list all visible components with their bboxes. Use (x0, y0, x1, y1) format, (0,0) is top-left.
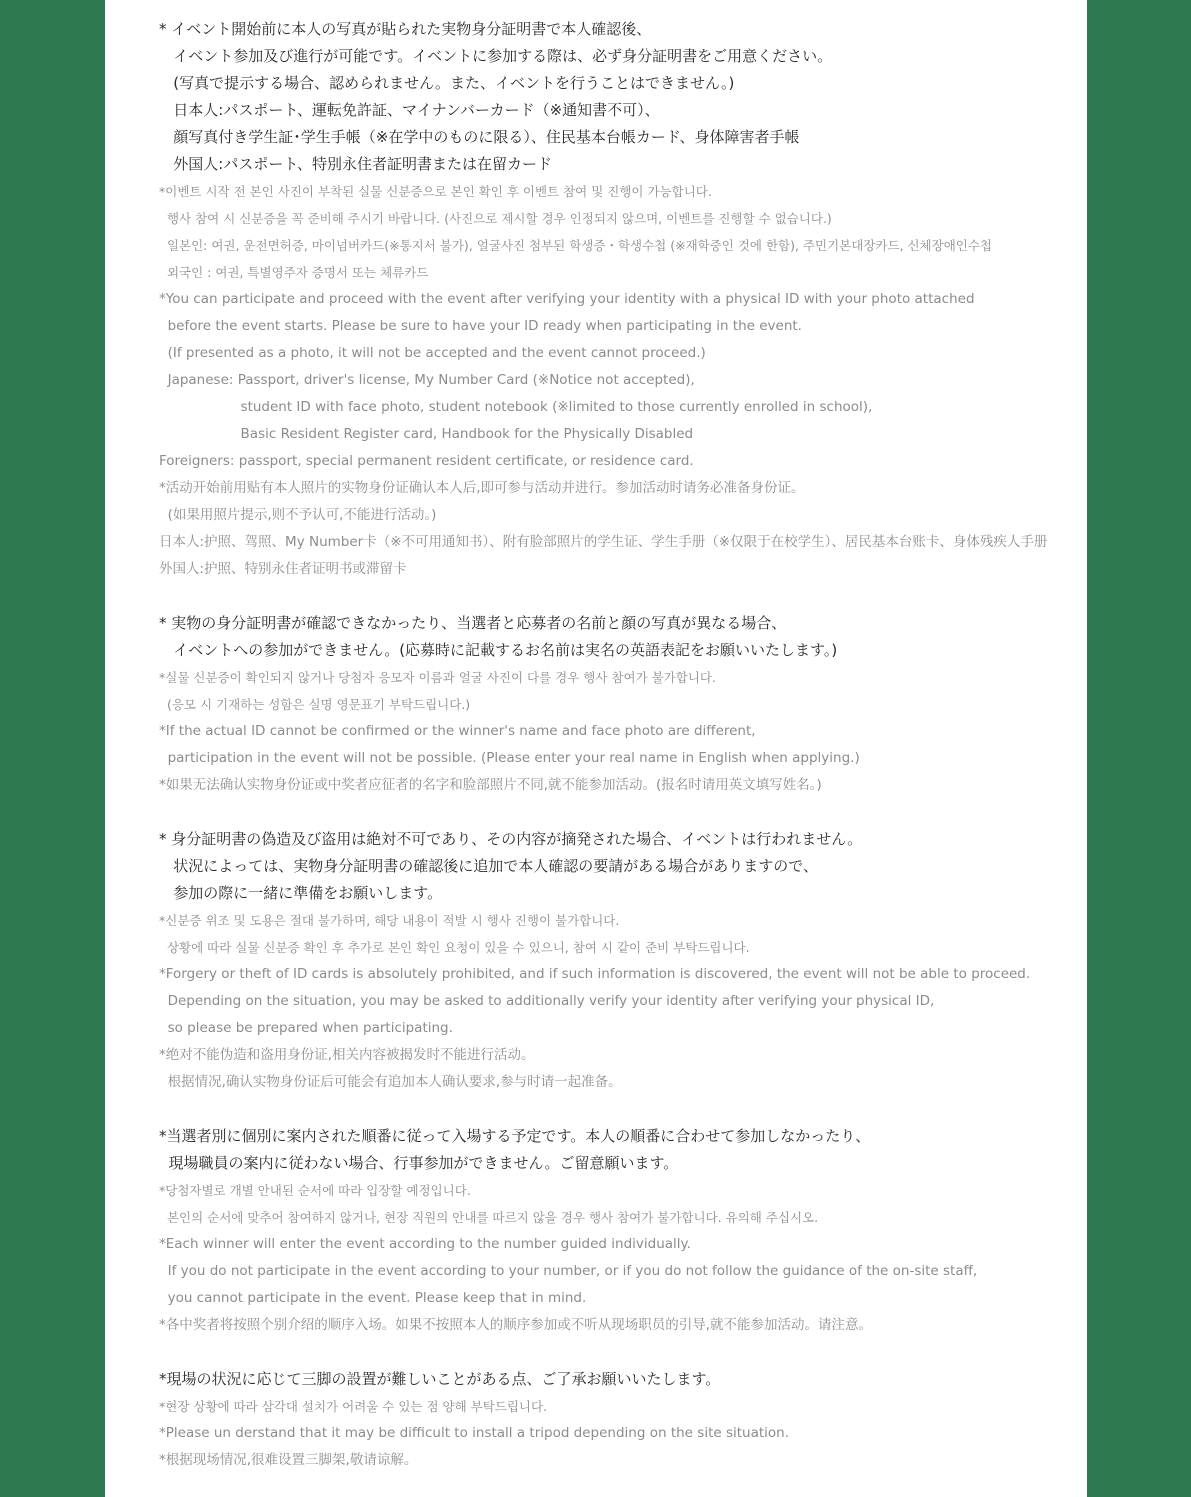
english-line: *If the actual ID cannot be confirmed or the winner's name and face photo are different, (159, 723, 756, 739)
english-line: *You can participate and proceed with the event after verifying your identity with a physical ID with your photo attached (159, 291, 975, 307)
section-spacer (159, 1339, 1079, 1366)
chinese-line: 外国人:护照、特别永住者证明书或滞留卡 (159, 561, 407, 577)
section-spacer (159, 583, 1079, 610)
korean-line: *신분증 위조 및 도용은 절대 불가하며, 해당 내용이 적발 시 행사 진행이 불가합니다. (159, 913, 620, 928)
japanese-line: 状況によっては、実物身分証明書の確認後に追加で本人確認の要請がある場合がありますので、 (159, 857, 819, 875)
chinese-line: 根据情况,确认实物身份证后可能会有追加本人确认要求,参与时请一起准备。 (159, 1074, 622, 1090)
japanese-line: 現場職員の案内に従わない場合、行事参加ができません。ご留意願います。 (159, 1154, 679, 1172)
english-line: Depending on the situation, you may be asked to additionally verify your identity after verifying your physical ID, (159, 993, 935, 1009)
japanese-line: 日本人:パスポート、運転免許証、マイナンバーカード（※通知書不可）、 (159, 101, 660, 119)
japanese-line: 顔写真付き学生証･学生手帳（※在学中のものに限る）、住民基本台帳カード、身体障害者手帳 (159, 128, 800, 146)
section-spacer (159, 799, 1079, 826)
english-line: *Forgery or theft of ID cards is absolutely prohibited, and if such information is discovered, the event will not be able to proceed. (159, 966, 1031, 982)
chinese-line: *各中奖者将按照个别介绍的顺序入场。如果不按照本人的顺序参加或不听从现场职员的引导,就不能参加活动。请注意。 (159, 1317, 873, 1333)
japanese-line: イベントへの参加ができません。(応募時に記載するお名前は実名の英語表記をお願いいたします。) (159, 641, 838, 659)
english-line: *Each winner will enter the event according to the number guided individually. (159, 1236, 691, 1252)
korean-line: 행사 참여 시 신분증을 꼭 준비해 주시기 바랍니다. (사진으로 제시할 경우 인정되지 않으며, 이벤트를 진행할 수 없습니다.) (159, 211, 832, 226)
section-spacer (159, 1096, 1079, 1123)
japanese-line: * 身分証明書の偽造及び盗用は絶対不可であり、その内容が摘発された場合、イベントは行われません。 (159, 830, 863, 848)
chinese-line: *根据现场情况,很难设置三脚架,敬请谅解。 (159, 1452, 418, 1468)
korean-line: *당첨자별로 개별 안내된 순서에 따라 입장할 예정입니다. (159, 1183, 471, 1198)
japanese-line: イベント参加及び進行が可能です。イベントに参加する際は、必ず身分証明書をご用意ください。 (159, 47, 833, 65)
japanese-line: 参加の際に一緒に準備をお願いします。 (159, 884, 443, 902)
english-line: student ID with face photo, student notebook (※limited to those currently enrolled in school), (159, 399, 873, 415)
chinese-line: (如果用照片提示,则不予认可,不能进行活动。) (159, 507, 437, 523)
notice-content (159, 16, 1079, 1474)
chinese-line: *活动开始前用贴有本人照片的实物身份证确认本人后,即可参与活动并进行。参加活动时请务必准备身份证。 (159, 480, 805, 496)
korean-line: 일본인: 여권, 운전면허증, 마이넘버카드(※통지서 불가), 얼굴사진 첨부된 학생증・학생수첩 (※재학중인 것에 한함), 주민기본대장카드, 신체장애인수첩 (159, 238, 993, 253)
korean-line: *이벤트 시작 전 본인 사진이 부착된 실물 신분증으로 본인 확인 후 이벤트 참여 및 진행이 가능합니다. (159, 184, 712, 199)
chinese-line: *绝对不能伪造和盗用身份证,相关内容被揭发时不能进行活动。 (159, 1047, 535, 1063)
japanese-line: * イベント開始前に本人の写真が貼られた実物身分証明書で本人確認後、 (159, 20, 652, 38)
japanese-line: (写真で提示する場合、認められません。また、イベントを行うことはできません。) (159, 74, 735, 92)
notice-section (159, 1366, 1079, 1474)
korean-line: *실물 신분증이 확인되지 않거나 당첨자 응모자 이름과 얼굴 사진이 다를 경우 행사 참여가 불가합니다. (159, 670, 716, 685)
chinese-line: *如果无法确认实物身份证或中奖者应征者的名字和脸部照片不同,就不能参加活动。(报名时请用英文填写姓名。) (159, 777, 822, 793)
english-line: Basic Resident Register card, Handbook for the Physically Disabled (159, 426, 694, 442)
english-line: so please be prepared when participating. (159, 1020, 453, 1036)
korean-line: 상황에 따라 실물 신분증 확인 후 추가로 본인 확인 요청이 있을 수 있으니, 참여 시 같이 준비 부탁드립니다. (159, 940, 750, 955)
english-line: *Please un derstand that it may be difficult to install a tripod depending on the site situation. (159, 1425, 790, 1441)
notice-section (159, 610, 1079, 799)
japanese-line: 外国人:パスポート、特別永住者証明書または在留カード (159, 155, 553, 173)
korean-line: (응모 시 기재하는 성함은 실명 영문표기 부탁드립니다.) (159, 697, 471, 712)
korean-line: 본인의 순서에 맞추어 참여하지 않거나, 현장 직원의 안내를 따르지 않을 경우 행사 참여가 불가합니다. 유의해 주십시오. (159, 1210, 819, 1225)
japanese-line: * 実物の身分証明書が確認できなかったり、当選者と応募者の名前と顔の写真が異なる場合、 (159, 614, 787, 632)
english-line: before the event starts. Please be sure to have your ID ready when participating in the event. (159, 318, 802, 334)
notice-page (105, 0, 1087, 1497)
korean-line: *현장 상황에 따라 삼각대 설치가 어려울 수 있는 점 양해 부탁드립니다. (159, 1399, 548, 1414)
notice-section (159, 16, 1079, 583)
english-line: participation in the event will not be possible. (Please enter your real name in English when applying.) (159, 750, 860, 766)
notice-section (159, 1123, 1079, 1339)
english-line: Foreigners: passport, special permanent resident certificate, or residence card. (159, 453, 694, 469)
japanese-line: *当選者別に個別に案内された順番に従って入場する予定です。本人の順番に合わせて参加しなかったり、 (159, 1127, 871, 1145)
notice-section (159, 826, 1079, 1096)
english-line: you cannot participate in the event. Please keep that in mind. (159, 1290, 587, 1306)
chinese-line: 日本人:护照、驾照、My Number卡（※不可用通知书）、附有脸部照片的学生证、学生手册（※仅限于在校学生）、居民基本台账卡、身体残疾人手册 (159, 534, 1048, 550)
english-line: Japanese: Passport, driver's license, My Number Card (※Notice not accepted), (159, 372, 695, 388)
english-line: (If presented as a photo, it will not be accepted and the event cannot proceed.) (159, 345, 706, 361)
english-line: If you do not participate in the event according to your number, or if you do not follow the guidance of the on-site staff, (159, 1263, 978, 1279)
korean-line: 외국인 : 여권, 특별영주자 증명서 또는 체류카드 (159, 265, 429, 280)
japanese-line: *現場の状況に応じて三脚の設置が難しいことがある点、ご了承お願いいたします。 (159, 1370, 721, 1388)
